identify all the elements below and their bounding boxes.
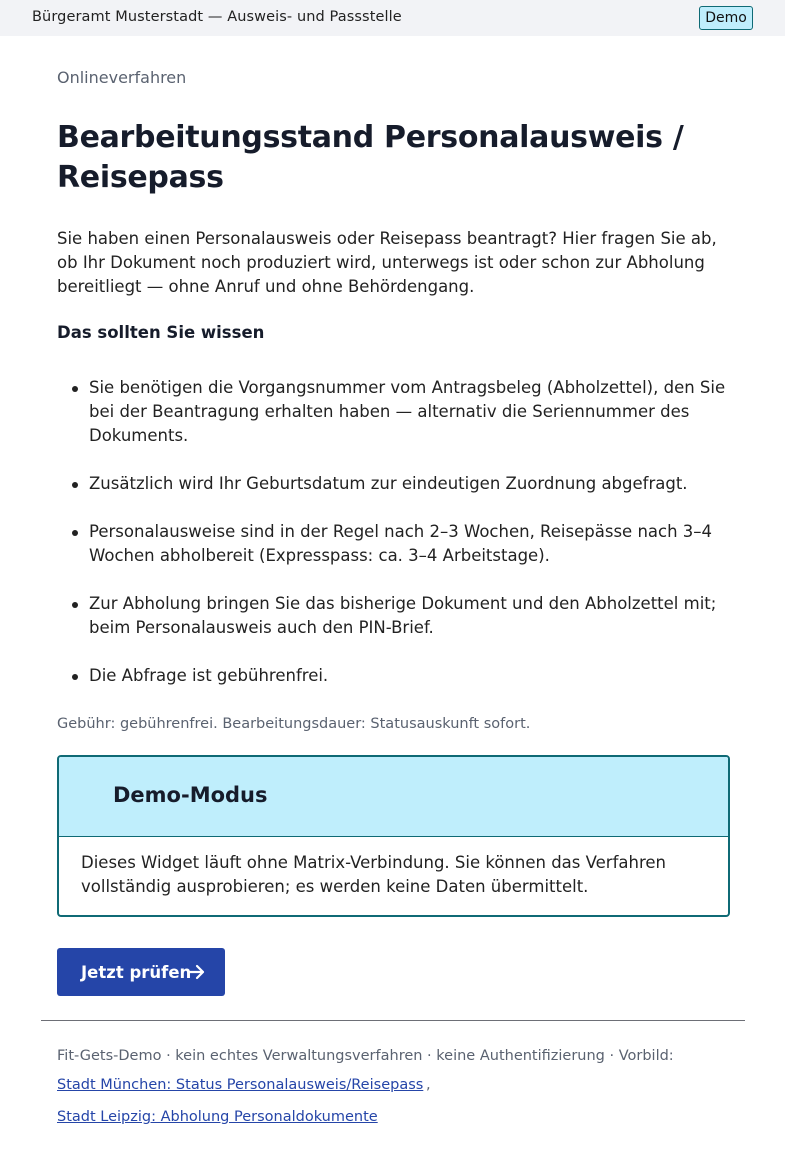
- list-item-text: Zusätzlich wird Ihr Geburtsdatum zur eindeutigen Zuordnung abgefragt.: [89, 474, 688, 493]
- bullet-icon: [72, 530, 78, 536]
- list-item-text: Sie benötigen die Vorgangsnummer vom Antragsbeleg (Abholzettel), den Sie bei der Beantragung erhalten haben — alternativ die Seriennummer des Dokuments.: [89, 378, 726, 445]
- list-item-text: Personalausweise sind in der Regel nach 2–3 Wochen, Reisepässe nach 3–4 Wochen abholbereit (Expresspass: ca. 3–4 Arbeitstage).: [89, 522, 713, 565]
- footer-link-leipzig[interactable]: Stadt Leipzig: Abholung Personaldokumente: [57, 1109, 378, 1125]
- arrow-right-icon: [187, 962, 207, 982]
- intro-text: Sie haben einen Personalausweis oder Reisepass beantragt? Hier fragen Sie ab, ob Ihr Dokument noch produziert wird, unterwegs ist oder schon zur Abholung bereitliegt — ohne Anruf und ohne Behördengang.: [57, 229, 717, 296]
- list-item: [57, 472, 729, 496]
- list-item: [57, 376, 729, 448]
- demo-notice: [57, 755, 730, 917]
- top-bar: [0, 0, 785, 36]
- list-item: [57, 592, 729, 640]
- check-now-label: Jetzt prüfen: [81, 962, 192, 982]
- footer-text: Fit-Gets-Demo · kein echtes Verwaltungsverfahren · keine Authentifizierung · Vorbild:: [57, 1048, 674, 1064]
- check-now-button[interactable]: [57, 948, 225, 996]
- list-item-text: Zur Abholung bringen Sie das bisherige Dokument und den Abholzettel mit; beim Personalausweis auch den PIN-Brief.: [89, 594, 717, 637]
- bullet-icon: [72, 482, 78, 488]
- footer-link-muenchen[interactable]: Stadt München: Status Personalausweis/Reisepass: [57, 1077, 424, 1093]
- info-list: [57, 376, 729, 712]
- notice-header: [59, 757, 728, 837]
- bullet-icon: [72, 674, 78, 680]
- list-item-text: Die Abfrage ist gebührenfrei.: [89, 666, 329, 685]
- demo-badge: Demo: [699, 6, 753, 30]
- info-heading: Das sollten Sie wissen: [57, 323, 265, 342]
- site-title: Bürgeramt Musterstadt — Ausweis- und Passstelle: [32, 9, 402, 25]
- bullet-icon: [72, 386, 78, 392]
- notice-body: Dieses Widget läuft ohne Matrix-Verbindung. Sie können das Verfahren vollständig ausprobieren; es werden keine Daten übermittelt.: [81, 853, 666, 896]
- list-item: [57, 664, 729, 688]
- footer-divider: [41, 1020, 745, 1021]
- page-title: Bearbeitungsstand Personalausweis / Reisepass: [57, 120, 684, 195]
- notice-title: Demo-Modus: [113, 783, 268, 807]
- list-item: [57, 520, 729, 568]
- page-kicker: Onlineverfahren: [57, 68, 187, 87]
- footer-separator: ,: [426, 1077, 431, 1093]
- fee-info: Gebühr: gebührenfrei. Bearbeitungsdauer: Statusauskunft sofort.: [57, 716, 531, 732]
- bullet-icon: [72, 602, 78, 608]
